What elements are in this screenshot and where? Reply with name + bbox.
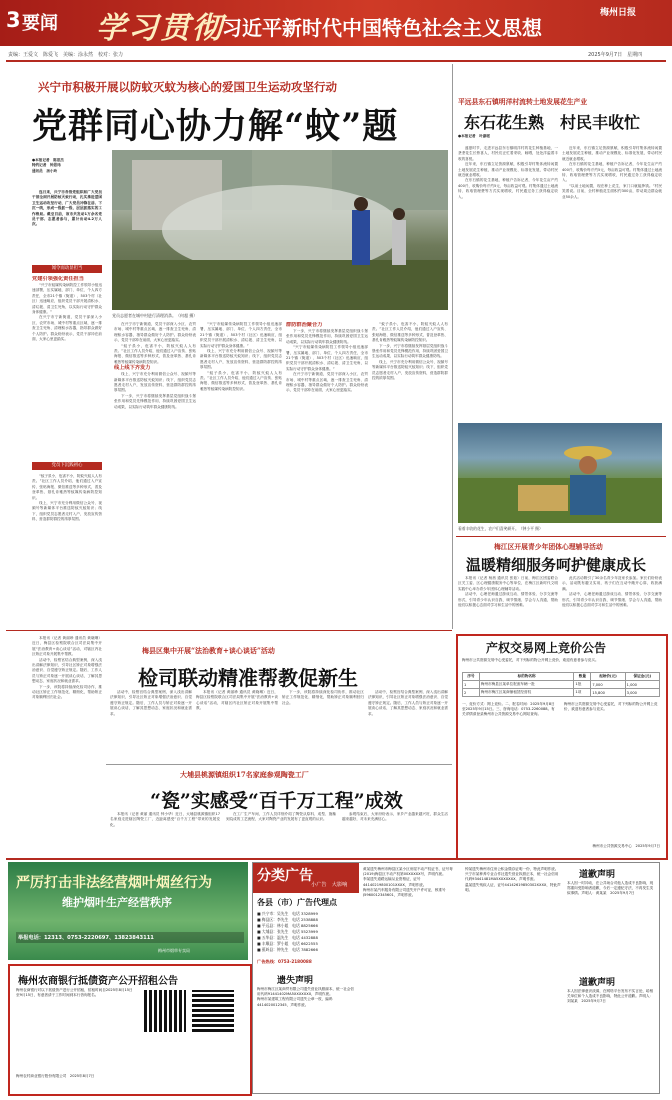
dao-1: 本人因一时冲动，在公共场合对他人造成不良影响，现郑重向受影响者道歉，今后一定遵纪守法，不再发生类似事情。声明人：黄某某 2025年9月7日 [567, 881, 654, 896]
table-cell: 1项 [574, 689, 591, 697]
qr-code-1 [144, 990, 186, 1032]
right-headline: 东石花生熟 村民丰收忙 [464, 113, 641, 132]
tobacco-org: 梅州市烟草专卖局 [158, 948, 190, 953]
section-name: 要闻 [22, 13, 58, 34]
list-item: ■ 平远县：林小姐 电话 8825666 [257, 923, 318, 928]
table-cell: 梅州市梅江区某商铺租赁经营权 [479, 689, 574, 697]
main-col-3: “兴宁市蚊媒传染病防控工作领导小组迅速部署，压实属地、部门、单位、个人四方责任，全市21个镇（街道）、503个村（社区）迅速响应，组织党员干部开展清积水、清垃圾、清卫生死角，以实际行动守护群众身体健康。” 线上，兴宁市充分利用微信公众号、视频号等新媒体平台推送防蚊灭蚊知识；线下，组织党员志愿者走村入户，发放宣传资料，营造群防群控的浓厚氛围。 “蚊子虽小，危害不小，防蚊灭蚊人人有责。”社区工作人员介绍，他们通过入户宣传、张贴海报、微信推送等多种形式，普及登革热、基孔肯雅热等蚊媒传染病防控知识。 [200, 322, 282, 391]
qr-code-2 [192, 990, 234, 1032]
table-cell: 梅州市梅县区某单位报废车辆一批 [479, 681, 574, 689]
banner-slogan: 习近平新时代中国特色社会主义思想 [222, 16, 542, 40]
bank-title: 梅州农商银行抵债资产公开招租公告 [18, 976, 178, 987]
dao-2: 本人因法律意识淡薄，在网络平台发布不实言论，给相关单位和个人造成不良影响，特此公开道歉。声明人：刘某某 2025年9月7日 [567, 989, 654, 1004]
right-photo [458, 423, 662, 523]
list-item: ■ 五华县：温先生 电话 4432888 [257, 935, 318, 940]
ml-col-5: 活动中，检察官结合典型案例，深入浅出讲解法律知识，引导社区矫正对象增强法治意识、自觉遵守矫正规定。随后，工作人员与矫正对象逐一开展谈心谈话，了解其思想动态、家庭状况和就业需求。 [368, 690, 448, 716]
factory-col-1: 本报讯（记者 黄丽 通讯员 钟小华）近日，大埔县桃源镇组织17名家庭走进辖区陶瓷工厂，近距离感受“百千万工程”带来的发展变化。 [110, 812, 220, 827]
auction-body-2: 梅州市公共资源交易中心受委托，对下列标的物公开网上竞价，欢迎有意者参与竞买。 [564, 702, 658, 712]
auction-col-header: 序号 [463, 673, 480, 681]
slogan-calligraphy: 学习贯彻 [96, 11, 224, 46]
right-kicker: 平远县东石镇明洋村流转土地发展花生产业 [458, 98, 588, 106]
factory-col-2: 在工厂生产车间，工作人员详细介绍了陶瓷从原料、成型、施釉到烧成的工艺流程，大家对陶瓷产业的发展有了更直观的认识。 [226, 812, 336, 822]
factory-col-3: 参观结束后，大家纷纷表示，家乡产业越来越兴旺，群众生活越来越好，对未来充满信心。 [342, 812, 448, 822]
ml-col-3: 本报讯（记者 黄丽珍 通讯员 黄晓琳）近日，梅县区检察院联合区司法局集中开展“法治教育+谈心谈话”活动，对辖区内社区矫正对象开展集中帮教。 [196, 690, 278, 711]
main-kicker: 兴宁市积极开展以防蚊灭蚊为核心的爱国卫生运动攻坚行动 [38, 80, 337, 94]
ml-kicker: 梅县区集中开展“法治教育+谈心谈话”活动 [142, 646, 275, 655]
auction-col-header: 保证金(元) [625, 673, 659, 681]
rm-headline: 温暖精细服务呵护健康成长 [466, 556, 647, 574]
auction-title: 产权交易网上竞价公告 [486, 641, 607, 655]
sub-tag-1: 闻令而动显担当 [32, 265, 102, 273]
rm-kicker: 梅江区开展青少年团体心理辅导活动 [494, 543, 603, 551]
dao-title-2: 道歉声明 [579, 978, 616, 988]
auction-contact: 梅州市公共资源交易中心 2025年9月7日 [592, 844, 660, 848]
tobacco-title: 严厉打击非法经营烟叶烟丝行为 [16, 875, 212, 891]
lost-col-3: 钟某遗失梅州市住房公积金缴存证明一份，特此声明作废。 兴宁市某种养专业合作社遗失营业执照正本，统一社会信用代码93441481MA5XXXXXXX，声明作废。 温某遗失残疾人证，证号44142619850302XXXX，特此声明。 [465, 867, 561, 892]
main-byline: ●本报记者 陈思杰 特约记者 钟思玮 通讯员 汤小玲 [32, 158, 64, 173]
page-number: 3 [6, 8, 21, 32]
sub-tag-2: 党员下沉践初心 [32, 462, 102, 470]
auction-col-header: 标的物名称 [479, 673, 574, 681]
auction-table [462, 672, 660, 697]
table-row [463, 681, 660, 689]
main-col-2: 在兴宁市宁新街道，党员干部深入小区、农贸市场、城中村等重点区域，逐一排查卫生死角、清理积水容器，指导群众做好个人防护。群众纷纷表示，党员干部冲在前面，大家心里更踏实。 “蚊子虽小，危害不小，防蚊灭蚊人人有责。”社区工作人员介绍，他们通过入户宣传、张贴海报、微信推送等多种形式，普及登革热、基孔肯雅热等蚊媒传染病防控知识。 线上线下齐发力 线上，兴宁市充分利用微信公众号、视频号等新媒体平台推送防蚊灭蚊知识；线下，组织党员志愿者走村入户，发放宣传资料，营造群防群控的浓厚氛围。 下一步，兴宁市将继续发挥基层党组织战斗堡垒作用和党员先锋模范作用，持续巩固爱国卫生运动成果，以实际行动筑牢群众健康防线。 [114, 322, 196, 409]
main-col-4: 群防群治聚合力 下一步，兴宁市将继续发挥基层党组织战斗堡垒作用和党员先锋模范作用，持续巩固爱国卫生运动成果，以实际行动筑牢群众健康防线。 “兴宁市蚊媒传染病防控工作领导小组迅速部署，压实属地、部门、单位、个人四方责任，全市21个镇（街道）、503个村（社区）迅速响应，组织党员干部开展清积水、清垃圾、清卫生死角，以实际行动守护群众身体健康。” 在兴宁市宁新街道，党员干部深入小区、农贸市场、城中村等重点区域，逐一排查卫生死角、清理积水容器，指导群众做好个人防护。群众纷纷表示，党员干部冲在前面，大家心里更踏实。 [286, 322, 368, 393]
lost-col-2: 黄某遗失梅州市梅县区某小区房屋不动产权证书，证号粤(2019)梅县区不动产权第00XXXXX号，声明作废。 李某遗失道路运输从业资格证，证号44140219800101XXXX，声明作废。 梅州市某汽车服务有限公司遗失开户许可证，核准号J5960012345601，声明作废。 [363, 867, 453, 898]
list-item: ■ 梅县区：李先生 电话 2538888 [257, 917, 318, 922]
factory-kicker: 大埔县桃源镇组织17名家庭参观陶瓷工厂 [180, 770, 309, 779]
top-banner [0, 0, 672, 46]
paper-name: 梅州日报 [600, 8, 637, 18]
ad-phone: 广告热线：0753-2180088 [257, 959, 312, 964]
main-col-1: 党建引领强化责任担当 “兴宁市蚊媒传染病防控工作领导小组迅速部署，压实属地、部门、单位、个人四方责任，全市21个镇（街道）、503个村（社区）迅速响应，组织党员干部开展清积水、清垃圾、清卫生死角，以实际行动守护群众身体健康。” 在兴宁市宁新街道，党员干部深入小区、农贸市场、城中村等重点区域，逐一排查卫生死角、清理积水容器，指导群众做好个人防护。群众纷纷表示，党员干部冲在前面，大家心里更踏实。 [32, 276, 102, 342]
table-cell: 7,000 [591, 681, 625, 689]
list-item: ■ 大埔县：张先生 电话 5523999 [257, 929, 318, 934]
tobacco-subtitle: 维护烟叶生产经营秩序 [62, 896, 172, 909]
main-col-1b: “蚊子虽小，危害不小，防蚊灭蚊人人有责。”社区工作人员介绍，他们通过入户宣传、张贴海报、微信推送等多种形式，普及登革热、基孔肯雅热等蚊媒传染病防控知识。 线上，兴宁市充分利用微信公众号、视频号等新媒体平台推送防蚊灭蚊知识；线下，组织党员志愿者走村入户，发放宣传资料，营造群防群控的浓厚氛围。 [32, 474, 102, 522]
table-cell: 1 [463, 681, 480, 689]
bank-org: 梅州农村商业银行股份有限公司 2025年8月7日 [16, 1074, 95, 1078]
table-cell: 3,000 [625, 689, 659, 697]
ml-col-1: 本报讯（记者 黄丽珍 通讯员 黄晓琳）近日，梅县区检察院联合区司法局集中开展“法治教育+谈心谈话”活动，对辖区内社区矫正对象开展集中帮教。 活动中，检察官结合典型案例，深入浅出讲解法律知识，引导社区矫正对象增强法治意识、自觉遵守矫正规定。随后，工作人员与矫正对象逐一开展谈心谈话，了解其思想动态、家庭状况和就业需求。 下一步，该院将持续深化检司协作，推动社区矫正工作规范化、精细化，帮助矫正对象顺利回归社会。 [32, 636, 102, 700]
lost-title-1: 遗失声明 [277, 976, 314, 986]
editor-line-right: 2025年9月7日 星期四 [588, 52, 643, 58]
auction-subtitle: 梅州市公共资源交易中心受委托，对下列标的物公开网上竞价，欢迎有意者参与竞买。 [462, 658, 599, 662]
main-headline: 党群同心协力解“蚊”题 [32, 106, 399, 147]
auction-col-header: 起始价(元) [591, 673, 625, 681]
right-col-2: 近年来，东石镇立足资源禀赋，积极引导村集体流转闲置土地发展花生种植，推动产业规模化、标准化发展，带动村民就近就业增收。 在东石镇的花生基地，种植户告诉记者，今年花生亩产约400斤，收购价每斤约5元，每亩收益可观。村集体通过土地流转、收取管理费等方式实现增收，村民通过务工获得稳定收入。 “以前土地闲置，现在种上花生，家门口就能挣钱。”村民笑着说。目前，全村种植花生面积约300亩，带动周边群众就业50余人。 [562, 146, 662, 199]
table-cell: 1批 [574, 681, 591, 689]
main-lead: 连日来，兴宁市各级党组织和广大党员干部全面开展防蚊灭蚊行动，扎实推进爱国卫生运动攻坚行动，广大党员冲锋在前、下沉一线，形成一级抓一级、层层抓落实的工作格局。截至目前，该市共发动1万余名党员干部、志愿者参与，累计出动4.2万人次。 [32, 190, 102, 227]
list-item: ■ 兴宁市：吴先生 电话 3328999 [257, 911, 318, 916]
classified-header-sub: 小广告 大影响 [311, 882, 348, 888]
list-item: ■ 丰顺县：罗小姐 电话 6622555 [257, 941, 318, 946]
main-col-5: “蚊子虽小，危害不小，防蚊灭蚊人人有责。”社区工作人员介绍，他们通过入户宣传、张贴海报、微信推送等多种形式，普及登革热、基孔肯雅热等蚊媒传染病防控知识。 下一步，兴宁市将继续发挥基层党组织战斗堡垒作用和党员先锋模范作用，持续巩固爱国卫生运动成果，以实际行动筑牢群众健康防线。 线上，兴宁市充分利用微信公众号、视频号等新媒体平台推送防蚊灭蚊知识；线下，组织党员志愿者走村入户，发放宣传资料，营造群防群控的浓厚氛围。 [372, 322, 448, 381]
auction-col-header: 数量 [574, 673, 591, 681]
rate-title: 各县（市）广告代理点 [257, 897, 337, 907]
editor-line-left: 责编：王爱文 陈爱飞 美编：涂永然 校对：张力 [8, 52, 124, 58]
ml-col-4: 下一步，该院将持续深化检司协作，推动社区矫正工作规范化、精细化，帮助矫正对象顺利回归社会。 [282, 690, 364, 705]
ml-headline: 检司联动精准帮教促新生 [138, 666, 358, 690]
classified-box [252, 862, 660, 1094]
main-photo [112, 150, 448, 310]
rate-list [257, 911, 357, 953]
auction-body: 一、竞价方式：网上竞价。二、报名时间：2025年9月8日至2025年9月15日。三、咨询电话：0753-2260088。有关详情请登录梅州市公共资源交易中心网站查询。 [462, 702, 555, 717]
auction-box [456, 634, 668, 860]
rm-col-2: 此次活动吸引了30余名青少年及家长参加。家长们纷纷表示，活动既有趣又实用，孩子们在互动中敞开心扉，收获满满。 活动中，心理老师通过游戏互动、情景体验、分享交流等形式，引导青少年认识自我、调节情绪、学会与人沟通，帮助他们以积极心态面对学习和生活中的困难。 [562, 576, 662, 608]
bank-notice [8, 964, 252, 1096]
ml-col-2: 活动中，检察官结合典型案例，深入浅出讲解法律知识，引导社区矫正对象增强法治意识、自觉遵守矫正规定。随后，工作人员与矫正对象逐一开展谈心谈话，了解其思想动态、家庭状况和就业需求。 [110, 690, 192, 716]
right-photo-caption: 看着丰收的花生，农户们喜笑颜开。（钟小平 摄） [458, 526, 543, 531]
main-photo-caption: 党员志愿者在城中村进行清理消杀。（何超 摄） [112, 313, 198, 318]
table-cell: 1,000 [625, 681, 659, 689]
rm-col-1: 本报讯（记者 杨茜 通讯员 张茹）日前，梅江区团委联合区关工委、区心理健康服务中心等单位，在梅江区新时代文明实践中心举办青少年团体心理辅导活动。 活动中，心理老师通过游戏互动、情景体验、分享交流等形式，引导青少年认识自我、调节情绪、学会与人沟通，帮助他们以积极心态面对学习和生活中的困难。 [458, 576, 558, 608]
factory-headline: “瓷”实感受“百千万工程”成效 [150, 790, 403, 812]
classified-header-title: 分类广告 [257, 868, 313, 884]
tobacco-ad [8, 862, 248, 960]
table-cell: 2 [463, 689, 480, 697]
tobacco-hotline: 举报电话：12313、0753-2220697、13823843111 [16, 932, 244, 943]
bank-body: 梅州农商银行对以下抵债资产进行公开招租，招租时间自2025年8月15日至9月15日，有意者请于工作时间到本行咨询报名。 [16, 988, 133, 998]
right-col-1: 盛夏时节，走进平远县东石镇明洋村的花生种植基地，一垄垄花生长势喜人，村民们正忙着采收、晾晒，处处洋溢着丰收的喜悦。 近年来，东石镇立足资源禀赋，积极引导村集体流转闲置土地发展花生种植，推动产业规模化、标准化发展，带动村民就近就业增收。 在东石镇的花生基地，种植户告诉记者，今年花生亩产约400斤，收购价每斤约5元，每亩收益可观。村集体通过土地流转、收取管理费等方式实现增收，村民通过务工获得稳定收入。 [458, 146, 558, 199]
table-row [463, 689, 660, 697]
dao-title-1: 道歉声明 [579, 870, 616, 880]
lost-col-1: 梅州市梅江区某商贸有限公司遗失营业执照副本，统一社会信用代码91441402MA5XXXXXXX，声明作废。 梅州市某建筑工程有限公司遗失公章一枚，编码4414020012345，声明作废。 [257, 987, 355, 1007]
classified-header [253, 863, 359, 893]
list-item: ■ 蕉岭县：钟先生 电话 7882666 [257, 947, 318, 952]
right-byline: ●本报记者 叶嘉瑶 [458, 134, 490, 138]
table-cell: 15,800 [591, 689, 625, 697]
